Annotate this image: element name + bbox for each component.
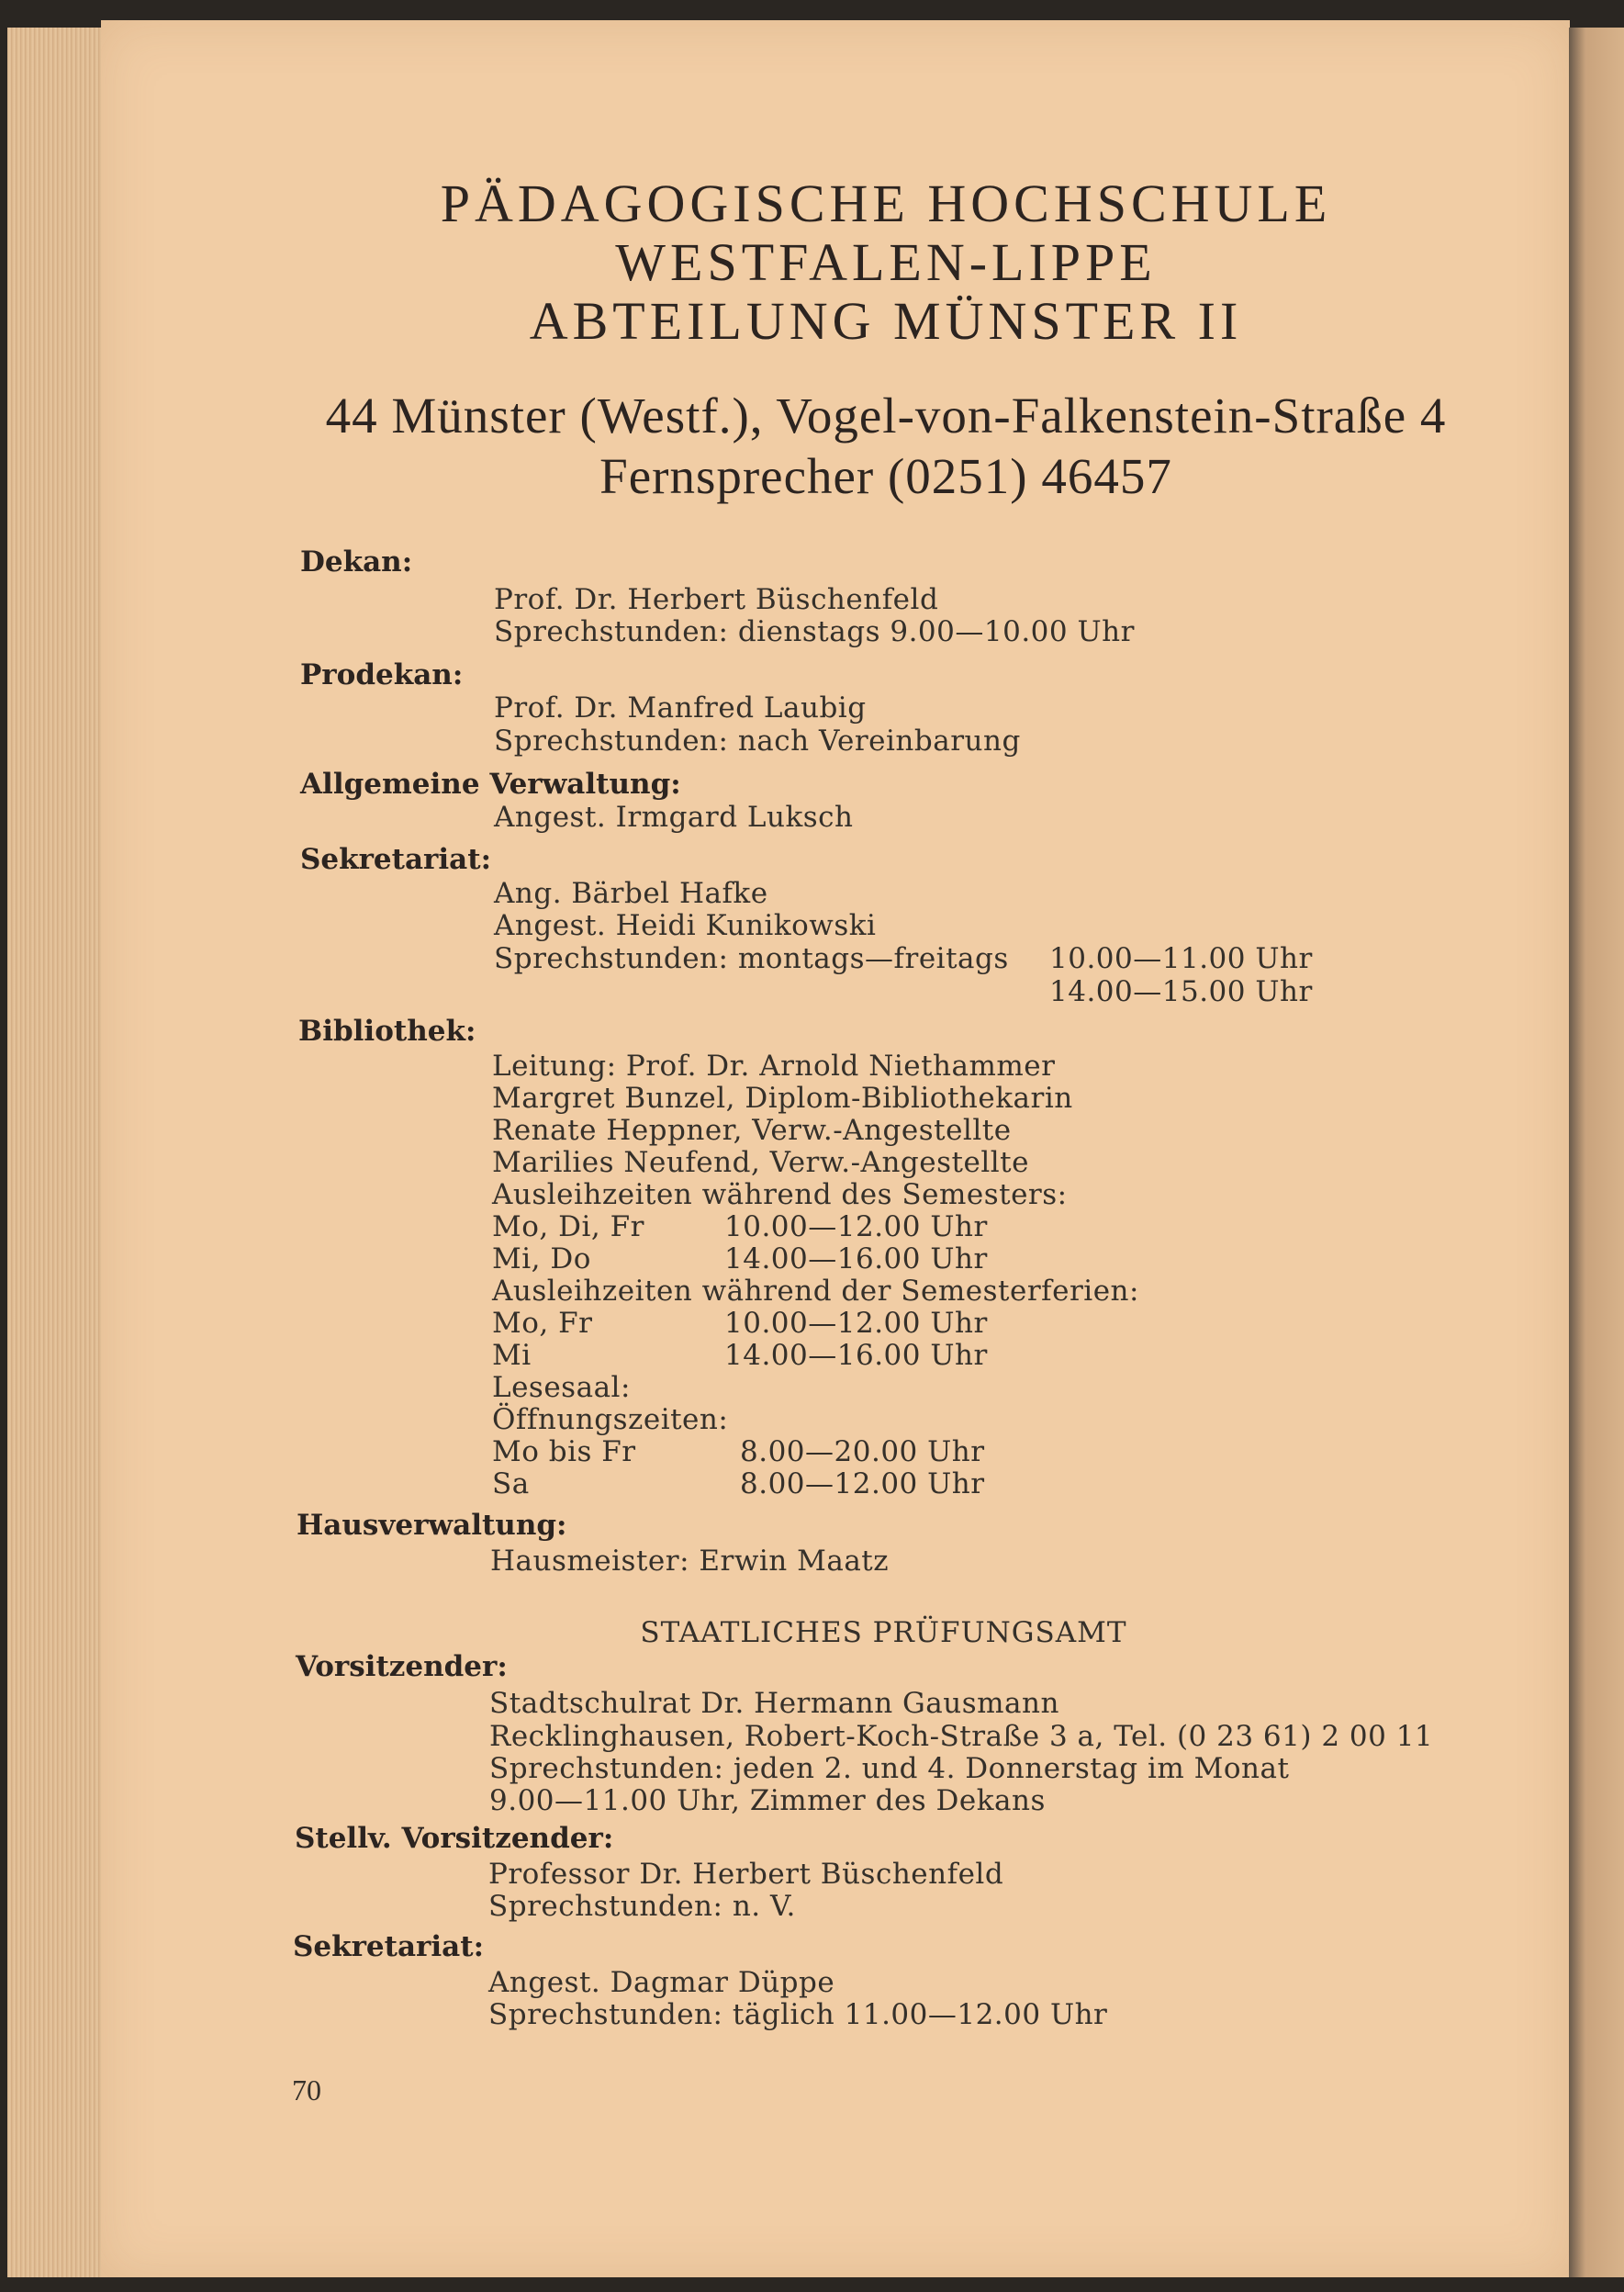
address-block — [0, 386, 1624, 507]
institution-title — [0, 174, 1624, 351]
verwaltung-name: Angest. Irmgard Luksch — [494, 801, 854, 834]
facing-page-edge — [1569, 28, 1624, 2292]
prodekan-label: Prodekan: — [300, 658, 464, 691]
semester-hours-label: Ausleihzeiten während des Semesters: — [492, 1178, 1068, 1211]
lesesaal-label: Lesesaal: — [492, 1371, 631, 1404]
stellv-vorsitzender-label: Stellv. Vorsitzender: — [295, 1822, 614, 1855]
title-line-1: PÄDAGOGISCHE HOCHSCHULE — [440, 174, 1332, 233]
bibliothek-leitung: Leitung: Prof. Dr. Arnold Niethammer — [492, 1050, 1056, 1083]
lesesaal-time-2: 8.00—12.00 Uhr — [740, 1467, 985, 1500]
title-line-3: ABTEILUNG MÜNSTER II — [529, 291, 1243, 351]
semester-time-1: 10.00—12.00 Uhr — [724, 1210, 988, 1243]
semester-days-1: Mo, Di, Fr — [492, 1210, 644, 1243]
ferien-days-1: Mo, Fr — [492, 1307, 593, 1340]
semester-days-2: Mi, Do — [492, 1242, 591, 1275]
sekretariat-label: Sekretariat: — [300, 843, 492, 876]
prodekan-hours: Sprechstunden: nach Vereinbarung — [494, 725, 1021, 758]
stellv-vorsitzender-name: Professor Dr. Herbert Büschenfeld — [488, 1858, 1004, 1891]
vorsitzender-hours: Sprechstunden: jeden 2. und 4. Donnerstag im Monat — [489, 1752, 1290, 1785]
ferien-time-1: 10.00—12.00 Uhr — [724, 1307, 988, 1340]
address: 44 Münster (Westf.), Vogel-von-Falkenstein-Straße 4 — [325, 388, 1447, 444]
hausmeister: Hausmeister: Erwin Maatz — [490, 1545, 890, 1578]
stellv-vorsitzender-hours: Sprechstunden: n. V. — [488, 1890, 796, 1923]
ferien-days-2: Mi — [492, 1339, 532, 1372]
sekretariat-person-1: Ang. Bärbel Hafke — [494, 877, 768, 910]
sekretariat-person-2: Angest. Heidi Kunikowski — [494, 909, 877, 942]
bottom-shadow — [0, 2277, 1624, 2292]
bibliothek-staff-3: Marilies Neufend, Verw.-Angestellte — [492, 1146, 1029, 1179]
verwaltung-label: Allgemeine Verwaltung: — [300, 768, 681, 801]
lesesaal-days-2: Sa — [492, 1467, 530, 1500]
pa-sekretariat-hours: Sprechstunden: täglich 11.00—12.00 Uhr — [488, 1998, 1108, 2031]
vorsitzender-name: Stadtschulrat Dr. Hermann Gausmann — [489, 1687, 1059, 1720]
pa-sekretariat-label: Sekretariat: — [293, 1930, 485, 1963]
vorsitzender-label: Vorsitzender: — [296, 1650, 508, 1683]
sekretariat-hours-2: 14.00—15.00 Uhr — [1049, 975, 1313, 1008]
ferien-hours-label: Ausleihzeiten während der Semesterferien: — [492, 1275, 1139, 1308]
semester-time-2: 14.00—16.00 Uhr — [724, 1242, 988, 1275]
lesesaal-time-1: 8.00—20.00 Uhr — [740, 1435, 985, 1468]
pruefungsamt-heading: STAATLICHES PRÜFUNGSAMT — [640, 1616, 1127, 1649]
bibliothek-label: Bibliothek: — [298, 1015, 476, 1048]
ferien-time-2: 14.00—16.00 Uhr — [724, 1339, 988, 1372]
page-number: 70 — [292, 2073, 321, 2107]
dekan-name: Prof. Dr. Herbert Büschenfeld — [494, 583, 939, 616]
dekan-label: Dekan: — [300, 545, 413, 579]
sekretariat-hours-1: 10.00—11.00 Uhr — [1049, 942, 1313, 975]
pa-sekretariat-name: Angest. Dagmar Düppe — [488, 1966, 835, 1999]
title-line-2: WESTFALEN-LIPPE — [615, 232, 1157, 292]
bibliothek-staff-2: Renate Heppner, Verw.-Angestellte — [492, 1114, 1012, 1147]
vorsitzender-hours-detail: 9.00—11.00 Uhr, Zimmer des Dekans — [489, 1784, 1046, 1817]
prodekan-name: Prof. Dr. Manfred Laubig — [494, 691, 867, 725]
hausverwaltung-label: Hausverwaltung: — [297, 1509, 567, 1542]
sekretariat-hours-label: Sprechstunden: montags—freitags — [494, 942, 1009, 975]
dekan-hours: Sprechstunden: dienstags 9.00—10.00 Uhr — [494, 615, 1135, 648]
lesesaal-days-1: Mo bis Fr — [492, 1435, 636, 1468]
bibliothek-staff-1: Margret Bunzel, Diplom-Bibliothekarin — [492, 1082, 1073, 1115]
oeffnungszeiten-label: Öffnungszeiten: — [492, 1403, 729, 1436]
phone: Fernsprecher (0251) 46457 — [599, 448, 1172, 504]
vorsitzender-address: Recklinghausen, Robert-Koch-Straße 3 a, Tel. (0 23 61) 2 00 11 — [489, 1720, 1434, 1753]
